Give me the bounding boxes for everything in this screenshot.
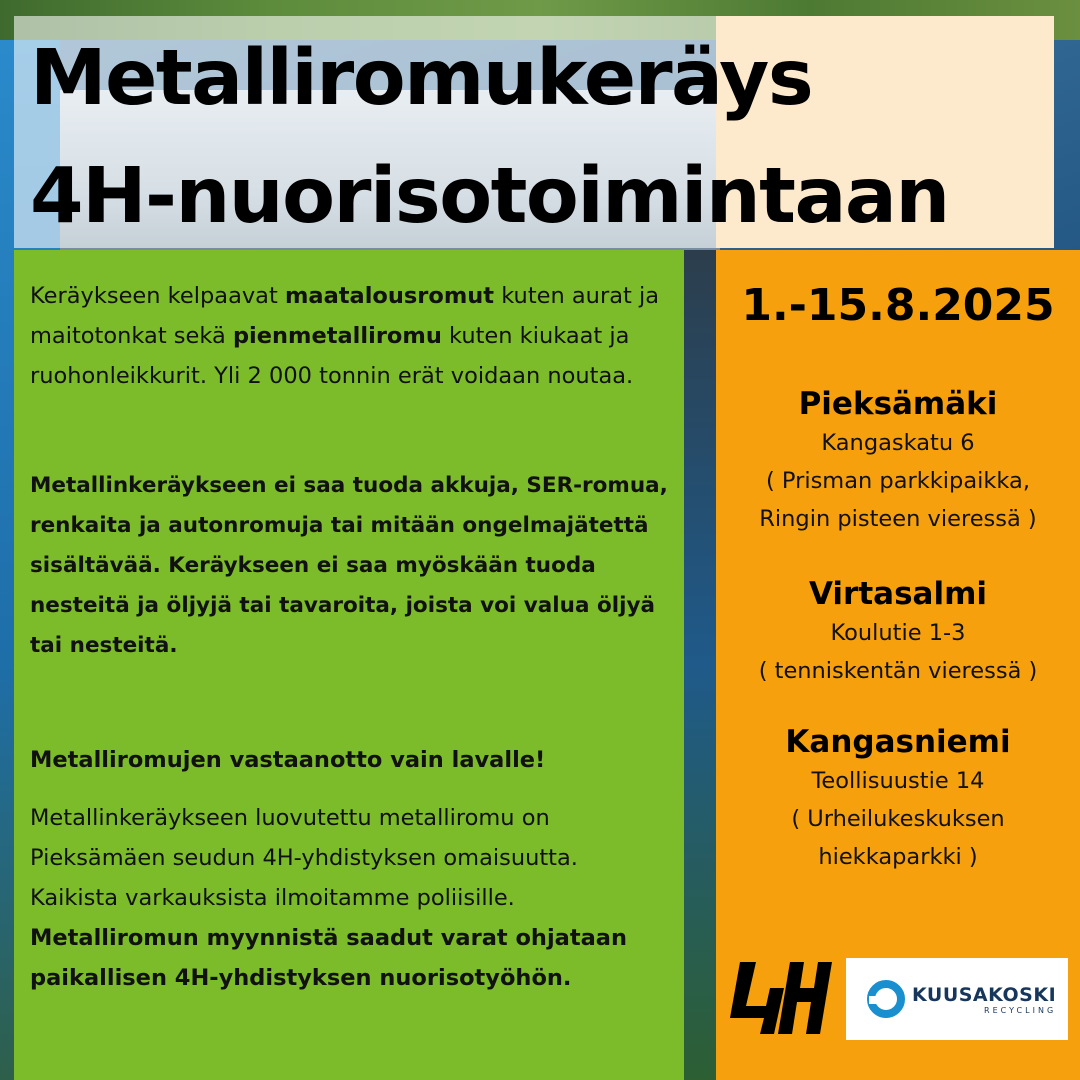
location-detail: hiekkaparkki ) <box>818 844 978 870</box>
4h-logo-icon <box>726 954 836 1044</box>
location-city: Pieksämäki <box>798 386 998 422</box>
kuusakoski-logo <box>846 958 1068 1040</box>
kuusakoski-wordmark <box>912 984 1056 1015</box>
ownership-text: Metallinkeräykseen luovutettu metalliromu on Pieksämäen seudun 4H-yhdistyksen omaisuutta. Kaikista varkauksista ilmoitamme poliisille. Metalliromun myynnistä saadut varat ohjataan paikallisen 4H-yhdistyksen nuorisotyöhön. <box>30 805 627 991</box>
info-panel <box>14 250 684 1080</box>
location-kangasniemi <box>716 722 1080 876</box>
location-address: Koulutie 1-3 <box>830 620 966 646</box>
location-detail: ( Prisman parkkipaikka, <box>765 468 1030 494</box>
location-city: Kangasniemi <box>785 724 1011 760</box>
title-banner <box>14 16 1054 248</box>
location-detail: Ringin pisteen vieressä ) <box>759 506 1037 532</box>
location-pieksamaki <box>716 384 1080 538</box>
location-address: Kangaskatu 6 <box>821 430 975 456</box>
background-container-side <box>684 250 716 1080</box>
title-line-2: 4H-nuorisotoimintaan <box>30 152 949 241</box>
forbidden-items-text: Metallinkeräykseen ei saa tuoda akkuja, SER-romua, renkaita ja autonromuja tai mitään ongelmajätettä sisältävää. Keräykseen ei saa myöskään tuoda nesteitä ja öljyjä tai tavaroita, joista voi valua öljyä tai nesteitä. <box>30 473 668 658</box>
kuusakoski-sub: RECYCLING <box>984 1005 1057 1015</box>
location-address: Teollisuustie 14 <box>811 768 985 794</box>
accepted-items-text: Keräykseen kelpaavat maatalousromut kuten aurat ja maitotonkat sekä pienmetalliromu kuten kiukaat ja ruohonleikkurit. Yli 2 000 tonnin erät voidaan noutaa. <box>30 283 659 389</box>
pallet-only-notice: Metalliromujen vastaanotto vain lavalle! <box>30 747 546 773</box>
location-detail: ( tenniskentän vieressä ) <box>758 658 1038 684</box>
kuusakoski-ring-icon <box>866 979 906 1019</box>
location-detail: ( Urheilukeskuksen <box>791 806 1005 832</box>
location-city: Virtasalmi <box>808 576 988 612</box>
collection-date: 1.-15.8.2025 <box>741 280 1055 331</box>
location-virtasalmi <box>716 574 1080 690</box>
title-line-1: Metalliromukeräys <box>30 34 813 123</box>
kuusakoski-name: KUUSAKOSKI <box>912 983 1057 1006</box>
